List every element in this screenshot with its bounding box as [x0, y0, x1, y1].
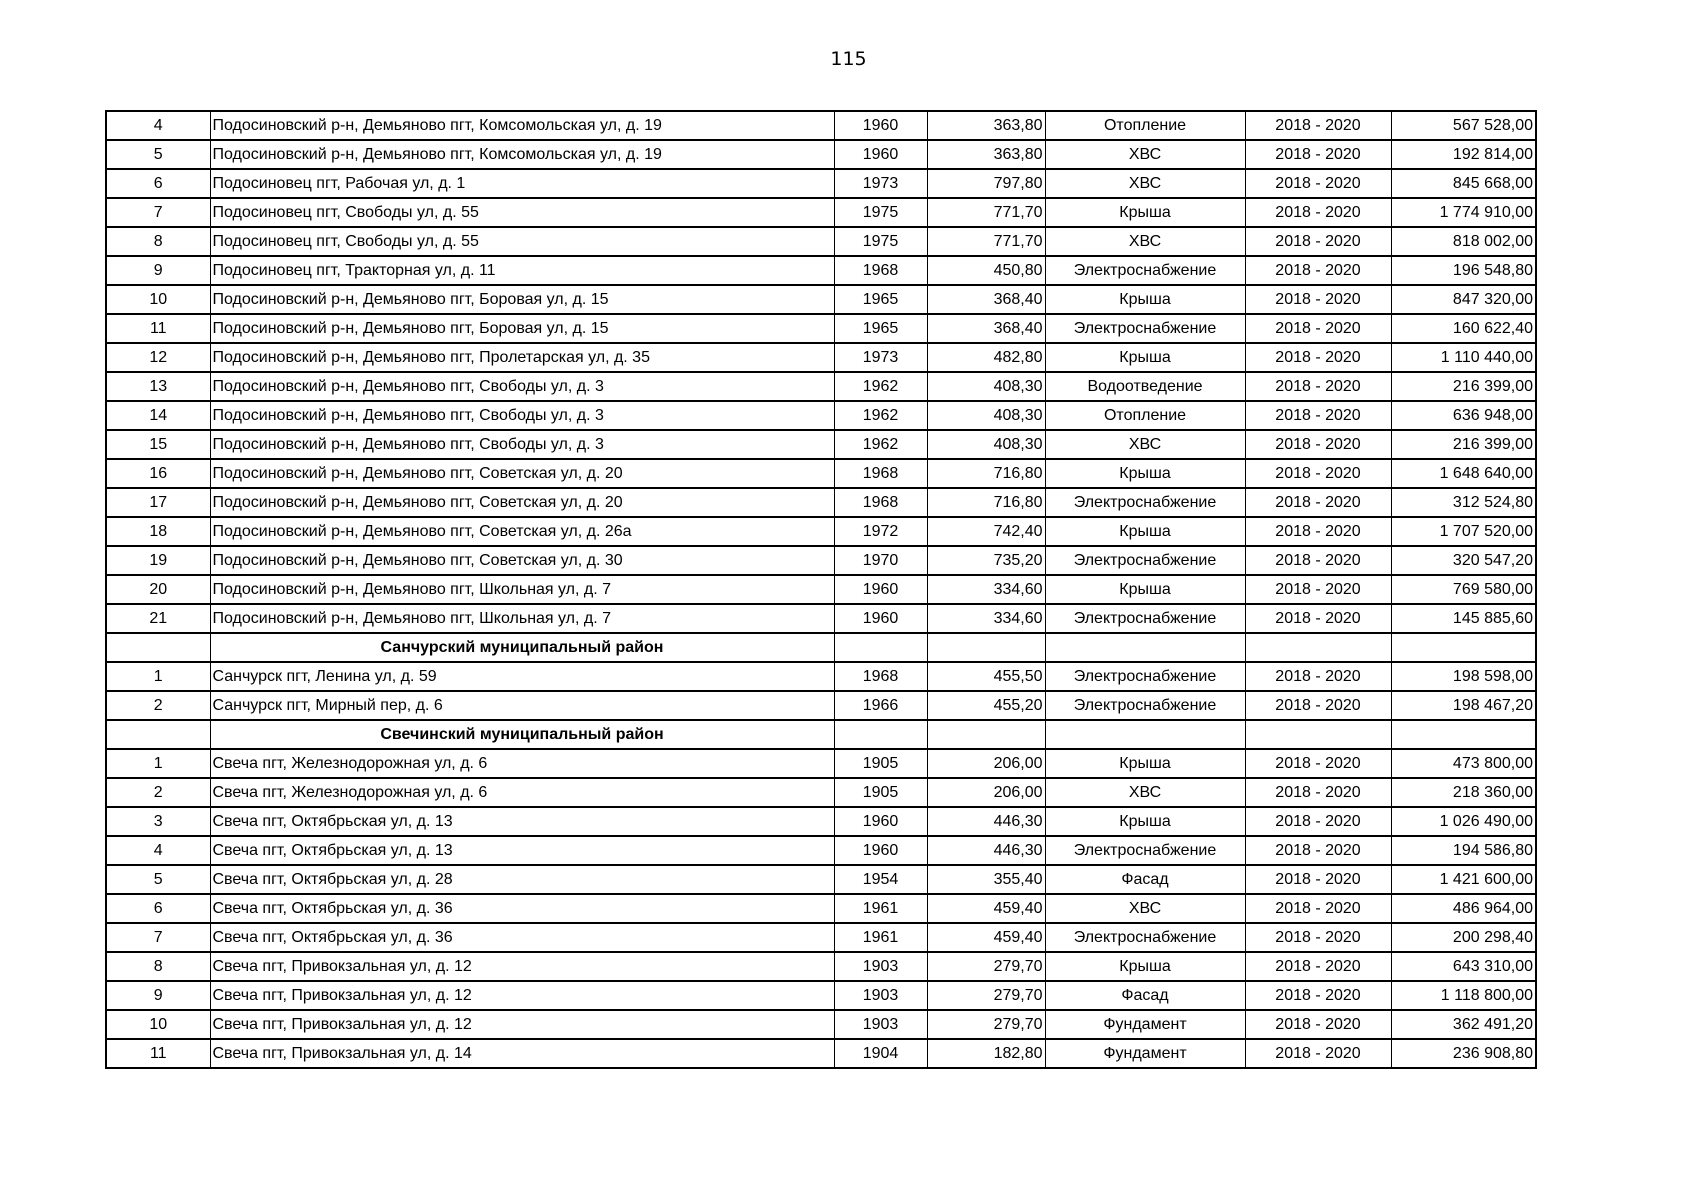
construction-year: 1972: [834, 517, 927, 546]
repair-period: 2018 - 2020: [1245, 836, 1391, 865]
construction-year: 1968: [834, 256, 927, 285]
repair-cost: 216 399,00: [1391, 372, 1536, 401]
work-type: ХВС: [1045, 227, 1245, 256]
house-address: Подосиновский р-н, Демьяново пгт, Школьная ул, д. 7: [210, 604, 834, 633]
repair-cost: 198 598,00: [1391, 662, 1536, 691]
row-number: 10: [106, 285, 210, 314]
empty-cell: [106, 720, 210, 749]
total-area: 716,80: [927, 488, 1045, 517]
total-area: 334,60: [927, 604, 1045, 633]
construction-year: 1968: [834, 662, 927, 691]
row-number: 10: [106, 1010, 210, 1039]
house-address: Подосиновец пгт, Свободы ул, д. 55: [210, 198, 834, 227]
work-type: Крыша: [1045, 749, 1245, 778]
row-number: 11: [106, 314, 210, 343]
house-address: Подосиновский р-н, Демьяново пгт, Свободы ул, д. 3: [210, 401, 834, 430]
construction-year: 1905: [834, 778, 927, 807]
house-address: Санчурск пгт, Мирный пер, д. 6: [210, 691, 834, 720]
total-area: 455,20: [927, 691, 1045, 720]
construction-year: 1966: [834, 691, 927, 720]
repair-cost: 312 524,80: [1391, 488, 1536, 517]
table-row: [106, 140, 1536, 169]
total-area: 450,80: [927, 256, 1045, 285]
repair-period: 2018 - 2020: [1245, 285, 1391, 314]
repair-period: 2018 - 2020: [1245, 778, 1391, 807]
row-number: 9: [106, 256, 210, 285]
work-type: Электроснабжение: [1045, 662, 1245, 691]
district-title: Свечинский муниципальный район: [210, 720, 834, 749]
table-row: [106, 923, 1536, 952]
repair-period: 2018 - 2020: [1245, 662, 1391, 691]
repair-period: 2018 - 2020: [1245, 169, 1391, 198]
house-address: Подосиновец пгт, Свободы ул, д. 55: [210, 227, 834, 256]
total-area: 459,40: [927, 894, 1045, 923]
repair-cost: 198 467,20: [1391, 691, 1536, 720]
total-area: 446,30: [927, 807, 1045, 836]
work-type: Крыша: [1045, 459, 1245, 488]
work-type: Электроснабжение: [1045, 488, 1245, 517]
house-address: Подосиновский р-н, Демьяново пгт, Свободы ул, д. 3: [210, 430, 834, 459]
construction-year: 1975: [834, 198, 927, 227]
construction-year: 1954: [834, 865, 927, 894]
repair-period: 2018 - 2020: [1245, 372, 1391, 401]
work-type: Отопление: [1045, 111, 1245, 140]
row-number: 3: [106, 807, 210, 836]
table-row: [106, 314, 1536, 343]
house-address: Подосиновский р-н, Демьяново пгт, Свободы ул, д. 3: [210, 372, 834, 401]
empty-cell: [834, 720, 927, 749]
row-number: 5: [106, 140, 210, 169]
construction-year: 1960: [834, 111, 927, 140]
total-area: 482,80: [927, 343, 1045, 372]
work-type: ХВС: [1045, 894, 1245, 923]
row-number: 21: [106, 604, 210, 633]
row-number: 9: [106, 981, 210, 1010]
repair-period: 2018 - 2020: [1245, 140, 1391, 169]
table-row: [106, 894, 1536, 923]
construction-year: 1970: [834, 546, 927, 575]
total-area: 716,80: [927, 459, 1045, 488]
work-type: Крыша: [1045, 198, 1245, 227]
construction-year: 1961: [834, 923, 927, 952]
repair-cost: 194 586,80: [1391, 836, 1536, 865]
repair-period: 2018 - 2020: [1245, 430, 1391, 459]
construction-year: 1962: [834, 372, 927, 401]
repair-period: 2018 - 2020: [1245, 575, 1391, 604]
row-number: 2: [106, 691, 210, 720]
house-address: Подосиновский р-н, Демьяново пгт, Комсомольская ул, д. 19: [210, 111, 834, 140]
repair-cost: 1 026 490,00: [1391, 807, 1536, 836]
house-address: Свеча пгт, Октябрьская ул, д. 13: [210, 836, 834, 865]
repair-period: 2018 - 2020: [1245, 923, 1391, 952]
row-number: 17: [106, 488, 210, 517]
table-row: [106, 981, 1536, 1010]
row-number: 8: [106, 952, 210, 981]
table-row: [106, 836, 1536, 865]
table-row: [106, 749, 1536, 778]
work-type: ХВС: [1045, 140, 1245, 169]
repair-period: 2018 - 2020: [1245, 401, 1391, 430]
table-row: [106, 517, 1536, 546]
row-number: 5: [106, 865, 210, 894]
empty-cell: [1045, 633, 1245, 662]
row-number: 6: [106, 894, 210, 923]
repair-period: 2018 - 2020: [1245, 459, 1391, 488]
work-type: Электроснабжение: [1045, 256, 1245, 285]
construction-year: 1960: [834, 836, 927, 865]
work-type: ХВС: [1045, 430, 1245, 459]
work-type: Фасад: [1045, 981, 1245, 1010]
table-row: [106, 111, 1536, 140]
row-number: 20: [106, 575, 210, 604]
construction-year: 1962: [834, 430, 927, 459]
total-area: 446,30: [927, 836, 1045, 865]
repair-period: 2018 - 2020: [1245, 314, 1391, 343]
house-address: Свеча пгт, Октябрьская ул, д. 28: [210, 865, 834, 894]
repair-cost: 236 908,80: [1391, 1039, 1536, 1068]
work-type: Фасад: [1045, 865, 1245, 894]
total-area: 279,70: [927, 981, 1045, 1010]
table-row: [106, 459, 1536, 488]
house-address: Подосиновский р-н, Демьяново пгт, Советская ул, д. 26а: [210, 517, 834, 546]
total-area: 368,40: [927, 285, 1045, 314]
total-area: 408,30: [927, 372, 1045, 401]
table-row: [106, 227, 1536, 256]
row-number: 8: [106, 227, 210, 256]
construction-year: 1961: [834, 894, 927, 923]
table-row: [106, 546, 1536, 575]
table-row: [106, 285, 1536, 314]
repair-period: 2018 - 2020: [1245, 691, 1391, 720]
construction-year: 1960: [834, 140, 927, 169]
construction-year: 1962: [834, 401, 927, 430]
work-type: Крыша: [1045, 517, 1245, 546]
repair-period: 2018 - 2020: [1245, 865, 1391, 894]
house-address: Свеча пгт, Октябрьская ул, д. 13: [210, 807, 834, 836]
construction-year: 1960: [834, 807, 927, 836]
repair-cost: 218 360,00: [1391, 778, 1536, 807]
construction-year: 1968: [834, 459, 927, 488]
table-row: [106, 691, 1536, 720]
repair-cost: 145 885,60: [1391, 604, 1536, 633]
work-type: Электроснабжение: [1045, 546, 1245, 575]
row-number: 1: [106, 749, 210, 778]
row-number: 19: [106, 546, 210, 575]
house-address: Свеча пгт, Привокзальная ул, д. 12: [210, 981, 834, 1010]
table-row: [106, 865, 1536, 894]
total-area: 334,60: [927, 575, 1045, 604]
work-type: Фундамент: [1045, 1010, 1245, 1039]
repair-period: 2018 - 2020: [1245, 343, 1391, 372]
work-type: Фундамент: [1045, 1039, 1245, 1068]
repair-cost: 160 622,40: [1391, 314, 1536, 343]
table-row: [106, 488, 1536, 517]
house-address: Санчурск пгт, Ленина ул, д. 59: [210, 662, 834, 691]
total-area: 459,40: [927, 923, 1045, 952]
construction-year: 1973: [834, 343, 927, 372]
total-area: 279,70: [927, 952, 1045, 981]
work-type: Отопление: [1045, 401, 1245, 430]
house-address: Подосиновский р-н, Демьяново пгт, Советская ул, д. 30: [210, 546, 834, 575]
repair-cost: 847 320,00: [1391, 285, 1536, 314]
row-number: 4: [106, 111, 210, 140]
repair-cost: 196 548,80: [1391, 256, 1536, 285]
construction-year: 1903: [834, 1010, 927, 1039]
work-type: ХВС: [1045, 778, 1245, 807]
repair-cost: 192 814,00: [1391, 140, 1536, 169]
house-address: Свеча пгт, Железнодорожная ул, д. 6: [210, 749, 834, 778]
page-number: 115: [830, 48, 867, 70]
total-area: 363,80: [927, 111, 1045, 140]
total-area: 742,40: [927, 517, 1045, 546]
empty-cell: [106, 633, 210, 662]
empty-cell: [1245, 720, 1391, 749]
row-number: 1: [106, 662, 210, 691]
house-address: Свеча пгт, Октябрьская ул, д. 36: [210, 923, 834, 952]
repair-cost: 1 421 600,00: [1391, 865, 1536, 894]
house-address: Свеча пгт, Привокзальная ул, д. 14: [210, 1039, 834, 1068]
repair-period: 2018 - 2020: [1245, 952, 1391, 981]
empty-cell: [1391, 720, 1536, 749]
repair-cost: 567 528,00: [1391, 111, 1536, 140]
repair-cost: 1 118 800,00: [1391, 981, 1536, 1010]
row-number: 15: [106, 430, 210, 459]
work-type: ХВС: [1045, 169, 1245, 198]
work-type: Крыша: [1045, 285, 1245, 314]
construction-year: 1904: [834, 1039, 927, 1068]
repair-period: 2018 - 2020: [1245, 111, 1391, 140]
row-number: 4: [106, 836, 210, 865]
table-row: [106, 1010, 1536, 1039]
repair-cost: 1 774 910,00: [1391, 198, 1536, 227]
work-type: Электроснабжение: [1045, 691, 1245, 720]
total-area: 279,70: [927, 1010, 1045, 1039]
row-number: 16: [106, 459, 210, 488]
house-address: Свеча пгт, Привокзальная ул, д. 12: [210, 1010, 834, 1039]
row-number: 18: [106, 517, 210, 546]
construction-year: 1903: [834, 952, 927, 981]
table-row: [106, 401, 1536, 430]
house-address: Свеча пгт, Привокзальная ул, д. 12: [210, 952, 834, 981]
repair-register-table: [105, 110, 1537, 1069]
section-header-row: [106, 633, 1536, 662]
empty-cell: [927, 633, 1045, 662]
empty-cell: [1045, 720, 1245, 749]
house-address: Подосиновец пгт, Тракторная ул, д. 11: [210, 256, 834, 285]
house-address: Подосиновский р-н, Демьяново пгт, Пролетарская ул, д. 35: [210, 343, 834, 372]
table-row: [106, 662, 1536, 691]
total-area: 455,50: [927, 662, 1045, 691]
total-area: 182,80: [927, 1039, 1045, 1068]
total-area: 408,30: [927, 401, 1045, 430]
construction-year: 1903: [834, 981, 927, 1010]
construction-year: 1973: [834, 169, 927, 198]
work-type: Крыша: [1045, 807, 1245, 836]
house-address: Подосиновский р-н, Демьяново пгт, Школьная ул, д. 7: [210, 575, 834, 604]
total-area: 355,40: [927, 865, 1045, 894]
repair-cost: 643 310,00: [1391, 952, 1536, 981]
table-row: [106, 952, 1536, 981]
repair-period: 2018 - 2020: [1245, 227, 1391, 256]
total-area: 771,70: [927, 198, 1045, 227]
work-type: Крыша: [1045, 952, 1245, 981]
row-number: 2: [106, 778, 210, 807]
repair-period: 2018 - 2020: [1245, 1010, 1391, 1039]
empty-cell: [927, 720, 1045, 749]
work-type: Крыша: [1045, 343, 1245, 372]
repair-period: 2018 - 2020: [1245, 807, 1391, 836]
work-type: Электроснабжение: [1045, 923, 1245, 952]
house-address: Свеча пгт, Железнодорожная ул, д. 6: [210, 778, 834, 807]
row-number: 12: [106, 343, 210, 372]
total-area: 206,00: [927, 778, 1045, 807]
construction-year: 1960: [834, 575, 927, 604]
construction-year: 1975: [834, 227, 927, 256]
total-area: 363,80: [927, 140, 1045, 169]
house-address: Подосиновский р-н, Демьяново пгт, Советская ул, д. 20: [210, 488, 834, 517]
empty-cell: [1245, 633, 1391, 662]
row-number: 14: [106, 401, 210, 430]
register-body: [106, 111, 1536, 1068]
table-row: [106, 343, 1536, 372]
repair-period: 2018 - 2020: [1245, 1039, 1391, 1068]
repair-cost: 1 648 640,00: [1391, 459, 1536, 488]
house-address: Подосиновский р-н, Демьяново пгт, Боровая ул, д. 15: [210, 314, 834, 343]
total-area: 797,80: [927, 169, 1045, 198]
construction-year: 1905: [834, 749, 927, 778]
row-number: 7: [106, 923, 210, 952]
table-row: [106, 778, 1536, 807]
row-number: 11: [106, 1039, 210, 1068]
work-type: Электроснабжение: [1045, 314, 1245, 343]
repair-cost: 473 800,00: [1391, 749, 1536, 778]
table-row: [106, 807, 1536, 836]
table-row: [106, 575, 1536, 604]
house-address: Подосиновец пгт, Рабочая ул, д. 1: [210, 169, 834, 198]
row-number: 7: [106, 198, 210, 227]
repair-period: 2018 - 2020: [1245, 256, 1391, 285]
table-row: [106, 430, 1536, 459]
empty-cell: [834, 633, 927, 662]
repair-period: 2018 - 2020: [1245, 546, 1391, 575]
empty-cell: [1391, 633, 1536, 662]
house-address: Свеча пгт, Октябрьская ул, д. 36: [210, 894, 834, 923]
house-address: Подосиновский р-н, Демьяново пгт, Советская ул, д. 20: [210, 459, 834, 488]
table-row: [106, 256, 1536, 285]
table-row: [106, 372, 1536, 401]
house-address: Подосиновский р-н, Демьяново пгт, Боровая ул, д. 15: [210, 285, 834, 314]
repair-period: 2018 - 2020: [1245, 749, 1391, 778]
district-title: Санчурский муниципальный район: [210, 633, 834, 662]
repair-cost: 818 002,00: [1391, 227, 1536, 256]
work-type: Крыша: [1045, 575, 1245, 604]
repair-cost: 845 668,00: [1391, 169, 1536, 198]
repair-cost: 769 580,00: [1391, 575, 1536, 604]
repair-cost: 216 399,00: [1391, 430, 1536, 459]
total-area: 735,20: [927, 546, 1045, 575]
work-type: Водоотведение: [1045, 372, 1245, 401]
construction-year: 1965: [834, 285, 927, 314]
repair-period: 2018 - 2020: [1245, 981, 1391, 1010]
work-type: Электроснабжение: [1045, 604, 1245, 633]
repair-cost: 1 707 520,00: [1391, 517, 1536, 546]
repair-period: 2018 - 2020: [1245, 198, 1391, 227]
total-area: 206,00: [927, 749, 1045, 778]
repair-period: 2018 - 2020: [1245, 517, 1391, 546]
repair-period: 2018 - 2020: [1245, 488, 1391, 517]
table-row: [106, 198, 1536, 227]
house-address: Подосиновский р-н, Демьяново пгт, Комсомольская ул, д. 19: [210, 140, 834, 169]
construction-year: 1960: [834, 604, 927, 633]
total-area: 368,40: [927, 314, 1045, 343]
repair-cost: 486 964,00: [1391, 894, 1536, 923]
construction-year: 1968: [834, 488, 927, 517]
table-row: [106, 604, 1536, 633]
repair-period: 2018 - 2020: [1245, 894, 1391, 923]
repair-cost: 200 298,40: [1391, 923, 1536, 952]
repair-period: 2018 - 2020: [1245, 604, 1391, 633]
work-type: Электроснабжение: [1045, 836, 1245, 865]
section-header-row: [106, 720, 1536, 749]
repair-cost: 320 547,20: [1391, 546, 1536, 575]
table-row: [106, 1039, 1536, 1068]
row-number: 6: [106, 169, 210, 198]
total-area: 771,70: [927, 227, 1045, 256]
repair-cost: 636 948,00: [1391, 401, 1536, 430]
repair-cost: 362 491,20: [1391, 1010, 1536, 1039]
table-row: [106, 169, 1536, 198]
total-area: 408,30: [927, 430, 1045, 459]
construction-year: 1965: [834, 314, 927, 343]
row-number: 13: [106, 372, 210, 401]
repair-cost: 1 110 440,00: [1391, 343, 1536, 372]
